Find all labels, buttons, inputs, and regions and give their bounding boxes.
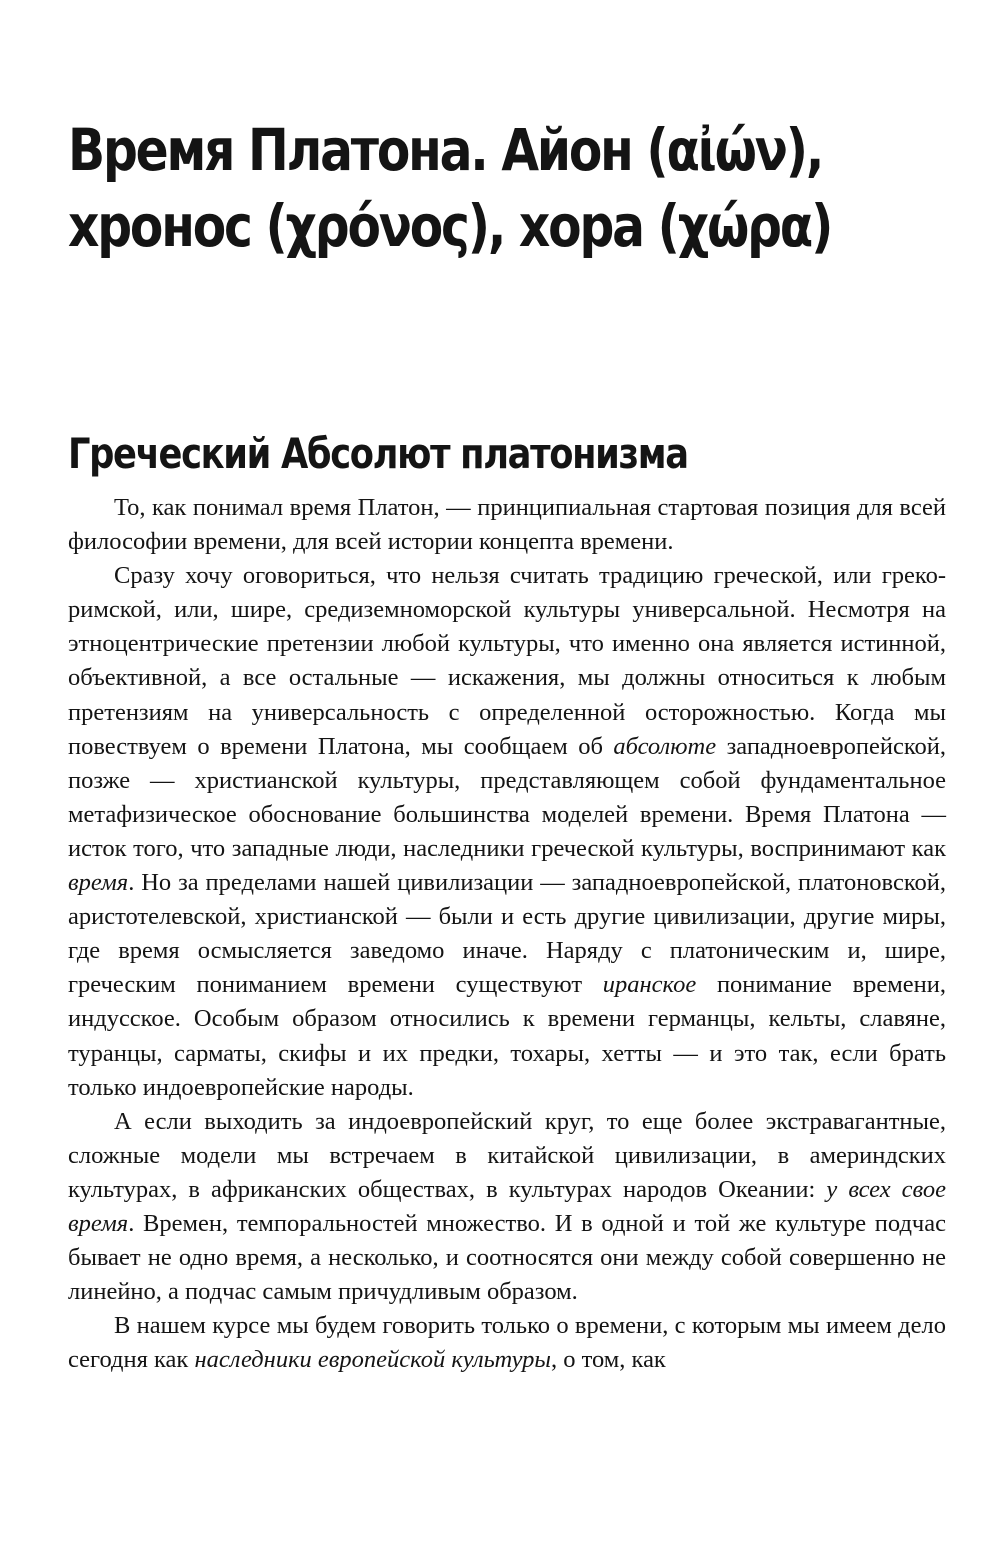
italic-run: иранское	[602, 971, 697, 999]
italic-run: наследники европейской культуры	[194, 1346, 551, 1374]
text-run: западноевропейской, позже — христианской культуры, представляющем собой фундаментальное метафизическое обоснование большинства моделей времени. Время Платона — исток того, что западные люди, наследники греческой культуры, воспринимают как	[68, 732, 946, 862]
text-run: понимание времени, индусское. Особым образом относились к времени германцы, кельты, славяне, туранцы, сарматы, скифы и их предки, тохары, хетты — и это так, если брать только индоевропейские народы.	[68, 971, 946, 1101]
chapter-title-line-1: Время Платона. Айон (αἰών),	[68, 116, 823, 184]
paragraph	[68, 1105, 946, 1310]
text-run: А если выходить за индоевропейский круг, то еще более экстравагантные, сложные модели мы встречаем в китайской цивилизации, в америндских культурах, в африканских обществах, в культурах народов Океании:	[68, 1107, 946, 1203]
paragraph	[68, 491, 946, 559]
italic-run: время	[68, 869, 129, 897]
section-title: Греческий Абсолют платонизма	[68, 429, 688, 478]
body-text	[68, 491, 946, 1377]
text-run: , о том, как	[550, 1346, 666, 1374]
paragraph	[68, 559, 946, 1105]
italic-run: абсолюте	[613, 732, 717, 760]
text-run: В нашем курсе мы будем говорить только о времени, с которым мы имеем дело сегодня как	[68, 1312, 946, 1374]
text-run: То, как понимал время Платон, — принципиальная стартовая позиция для всей философии времени, для всей истории концепта времени.	[68, 494, 946, 556]
chapter-title	[68, 112, 832, 264]
text-run: . Времен, темпоральностей множество. И в одной и той же культуре подчас бывает не одно время, а несколько, и соотносятся они между собой совершенно не линейно, а подчас самым причудливым образом.	[68, 1209, 946, 1306]
text-run: Сразу хочу оговориться, что нельзя считать традицию греческой, или греко-римской, или, шире, средиземноморской культуры универсальной. Несмотря на этноцентрические претензии любой культуры, что именно она является истинной, объективной, а все остальные — искажения, мы должны относиться к любым претензиям на универсальность с определенной осторожностью. Когда мы повествуем о времени Платона, мы сообщаем об	[68, 562, 946, 760]
italic-run: у всех свое время	[68, 1175, 946, 1237]
text-run: . Но за пределами нашей цивилизации — западноевропейской, платоновской, аристотелевской, христианской — были и есть другие цивилизации, другие миры, где время осмысляется заведомо иначе. Наряду с платоническим и, шире, греческим пониманием времени существуют	[68, 869, 946, 999]
paragraph	[68, 1309, 946, 1377]
chapter-title-line-2: хронос (χρόνος), хора (χώρα)	[68, 192, 832, 260]
